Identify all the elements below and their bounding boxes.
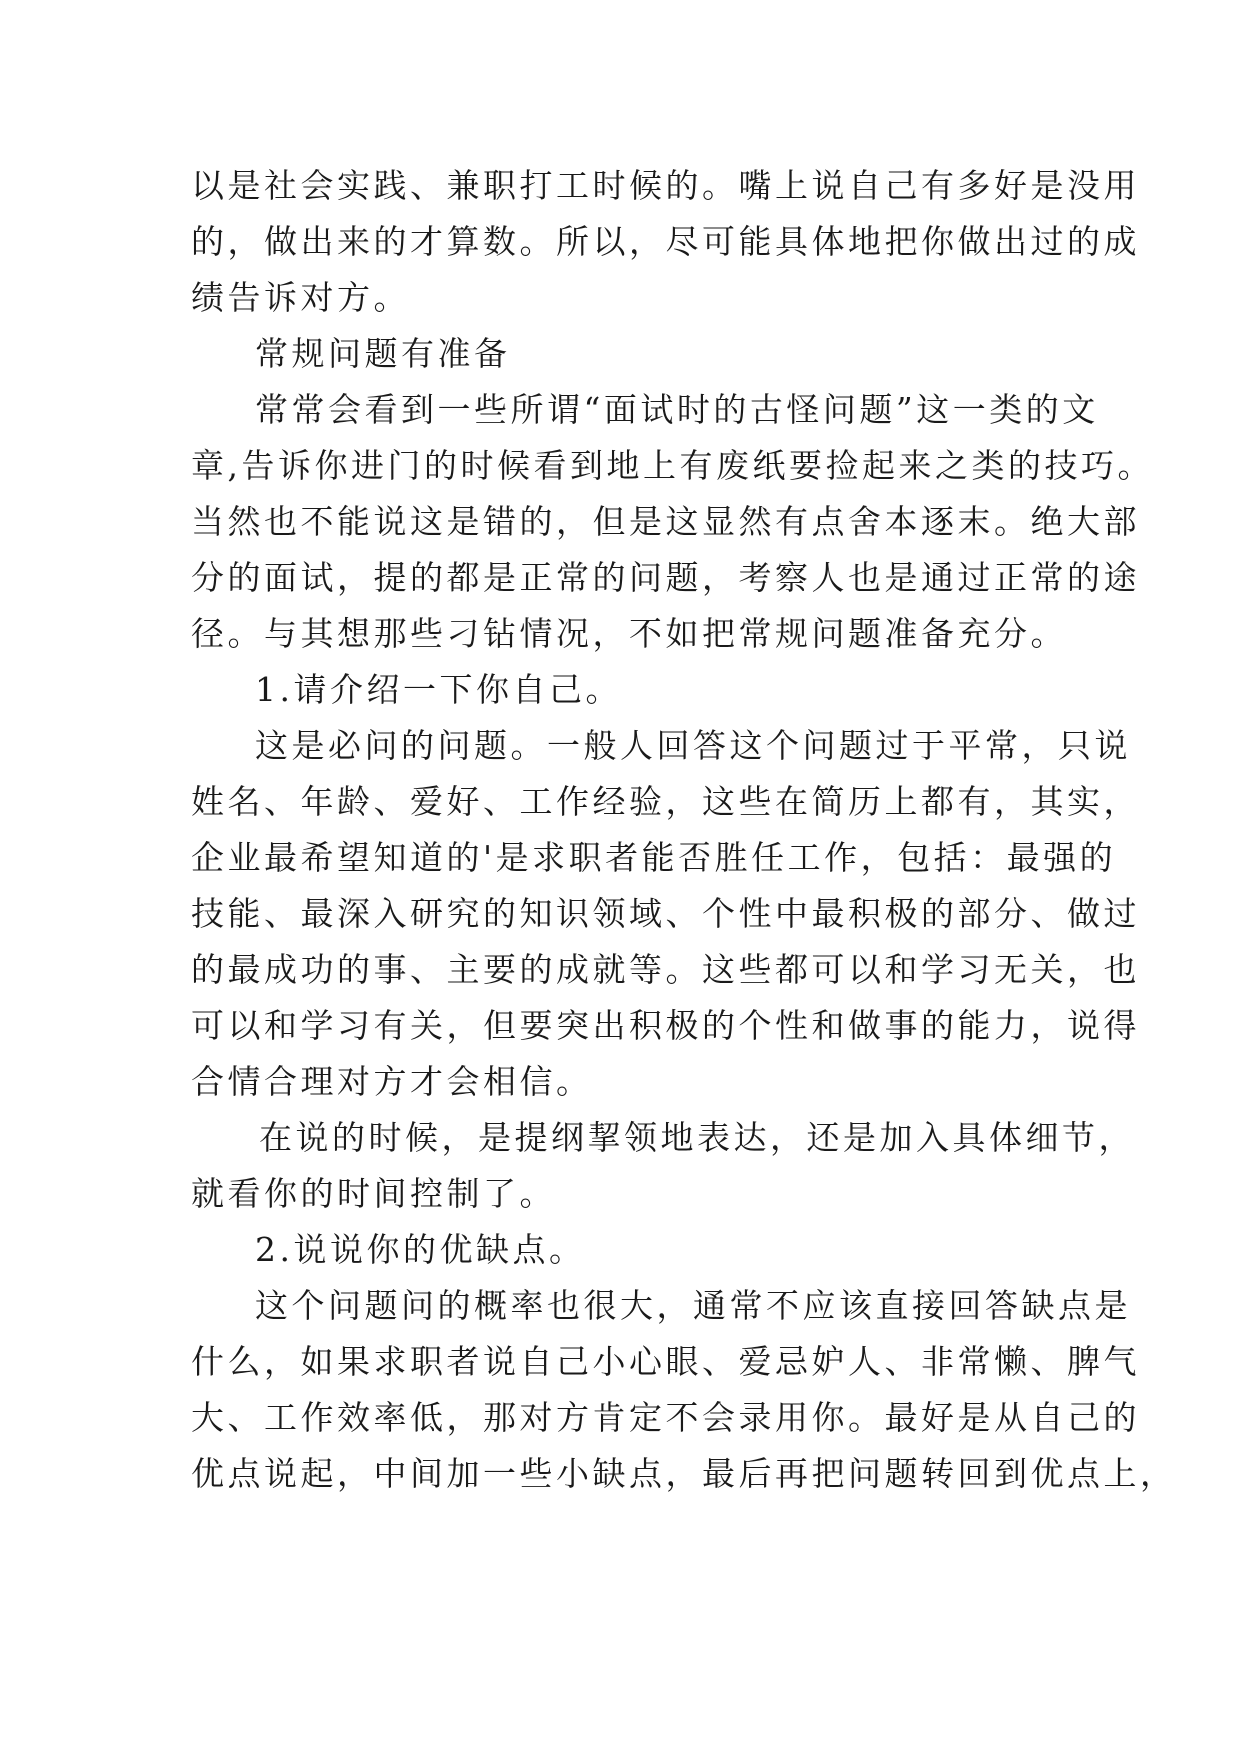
question-heading: 1.请介绍一下你自己。 (255, 670, 622, 709)
paragraph-start: 这个问题问的概率也很大，通常不应该直接回答缺点是 (255, 1286, 1131, 1325)
text-line: 径。与其想那些刁钻情况，不如把常规问题准备充分。 (191, 614, 1067, 653)
text-line: 优点说起，中间加一些小缺点，最后再把问题转回到优点上， (191, 1454, 1177, 1493)
text-line: 的最成功的事、主要的成就等。这些都可以和学习无关，也 (191, 950, 1140, 989)
question-heading: 2.说说你的优缺点。 (255, 1230, 586, 1269)
paragraph-start: 在说的时候，是提纲挈领地表达，还是加入具体细节， (259, 1118, 1135, 1157)
text-line: 章,告诉你进门的时候看到地上有废纸要捡起来之类的技巧。 (191, 446, 1154, 485)
section-heading: 常规问题有准备 (255, 334, 511, 373)
text-line: 分的面试，提的都是正常的问题，考察人也是通过正常的途 (191, 558, 1140, 597)
text-line: 以是社会实践、兼职打工时候的。嘴上说自己有多好是没用 (191, 166, 1140, 205)
text-line: 当然也不能说这是错的，但是这显然有点舍本逐末。绝大部 (191, 502, 1140, 541)
text-line: 什么，如果求职者说自己小心眼、爱忌妒人、非常懒、脾气 (191, 1342, 1140, 1381)
text-line: 绩告诉对方。 (191, 278, 410, 317)
text-line: 技能、最深入研究的知识领域、个性中最积极的部分、做过 (191, 894, 1140, 933)
text-line: 企业最希望知道的'是求职者能否胜任工作，包括：最强的 (191, 838, 1117, 877)
paragraph-start: 这是必问的问题。一般人回答这个问题过于平常，只说 (255, 726, 1131, 765)
text-line: 就看你的时间控制了。 (191, 1174, 556, 1213)
text-line: 大、工作效率低，那对方肯定不会录用你。最好是从自己的 (191, 1398, 1140, 1437)
text-line: 可以和学习有关，但要突出积极的个性和做事的能力，说得 (191, 1006, 1140, 1045)
text-line: 的，做出来的才算数。所以，尽可能具体地把你做出过的成 (191, 222, 1140, 261)
paragraph-start: 常常会看到一些所谓“面试时的古怪问题”这一类的文 (255, 390, 1099, 429)
text-line: 合情合理对方才会相信。 (191, 1062, 593, 1101)
text-line: 姓名、年龄、爱好、工作经验，这些在简历上都有，其实， (191, 782, 1140, 821)
